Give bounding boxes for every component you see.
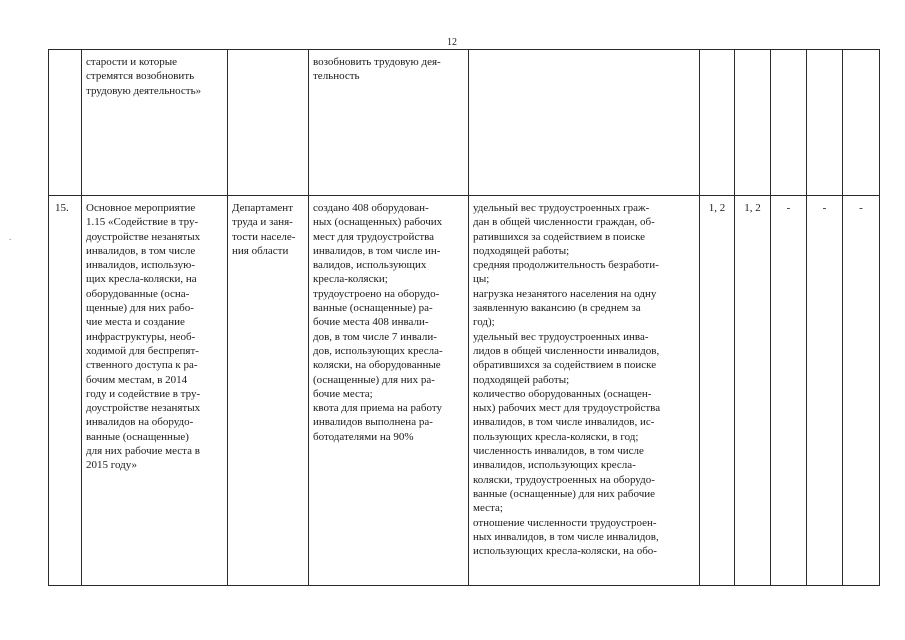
- indicators-cell: удельный вес трудоустроенных граж- дан в общей численности граждан, об- ратившихся за содействием в поиске подходящей работы; средняя продолжительность безработи- цы; нагрузка незанятого населения на одну заявленную вакансию (в среднем за год); удельный вес трудоустроенных инва- лидов в общей численности инвалидов, обратившихся за содействием в поиске подходящей работы; количество оборудованных (оснащен- ных) рабочих мест для трудоустройства инвалидов, в том числе инвалидов, ис- пользующих кресла-коляски, в год; численность инвалидов, в том числе инвалидов, использующих кресла- коляски, трудоустроенных на оборудо- ванные (оснащенные) для них рабочие места; отношение численности трудоустроен- ных инвалидов, в том числе инвалидов, использующих кресла-коляски, на обо-: [469, 196, 700, 586]
- executor-cell: Департамент труда и заня- тости населе- ния области: [228, 196, 309, 586]
- scan-mark: .: [9, 232, 12, 242]
- table-row: [49, 196, 880, 586]
- value-cell: -: [807, 196, 843, 586]
- row-number-cell: [49, 50, 82, 196]
- measure-name-cell: старости и которые стремятся возобновить трудовую деятельность»: [82, 50, 228, 196]
- value-cell: -: [771, 196, 807, 586]
- executor-cell: [228, 50, 309, 196]
- value-cell: [807, 50, 843, 196]
- value-cell: [843, 50, 880, 196]
- indicators-cell: [469, 50, 700, 196]
- measures-table: [48, 49, 880, 586]
- expected-results-cell: создано 408 оборудован- ных (оснащенных) рабочих мест для трудоустройства инвалидов, в том числе ин- валидов, использующих кресла-коляски; трудоустроено на оборудо- ванные (оснащенные) ра- бочие места 408 инвали- дов, в том числе 7 инвали- дов, использующих кресла- коляски, на оборудованные (оснащенные) для них ра- бочие места; квота для приема на работу инвалидов выполнена ра- ботодателями на 90%: [309, 196, 469, 586]
- row-number-cell: 15.: [49, 196, 82, 586]
- table-row: [49, 50, 880, 196]
- value-cell: 1, 2: [700, 196, 735, 586]
- value-cell: 1, 2: [735, 196, 771, 586]
- page-number: 12: [447, 37, 457, 48]
- expected-results-cell: возобновить трудовую дея- тельность: [309, 50, 469, 196]
- value-cell: [700, 50, 735, 196]
- measure-name-cell: Основное мероприятие 1.15 «Содействие в тру- доустройстве незанятых инвалидов, в том числе инвалидов, использую- щих кресла-коляски, на оборудованные (осна- щенные) для них рабо- чие места и создание инфраструктуры, необ- ходимой для беспрепят- ственного доступа к ра- бочим местам, в 2014 году и содействие в тру- доустройстве незанятых инвалидов на оборудо- ванные (оснащенные) для них рабочие места в 2015 году»: [82, 196, 228, 586]
- value-cell: [771, 50, 807, 196]
- value-cell: [735, 50, 771, 196]
- value-cell: -: [843, 196, 880, 586]
